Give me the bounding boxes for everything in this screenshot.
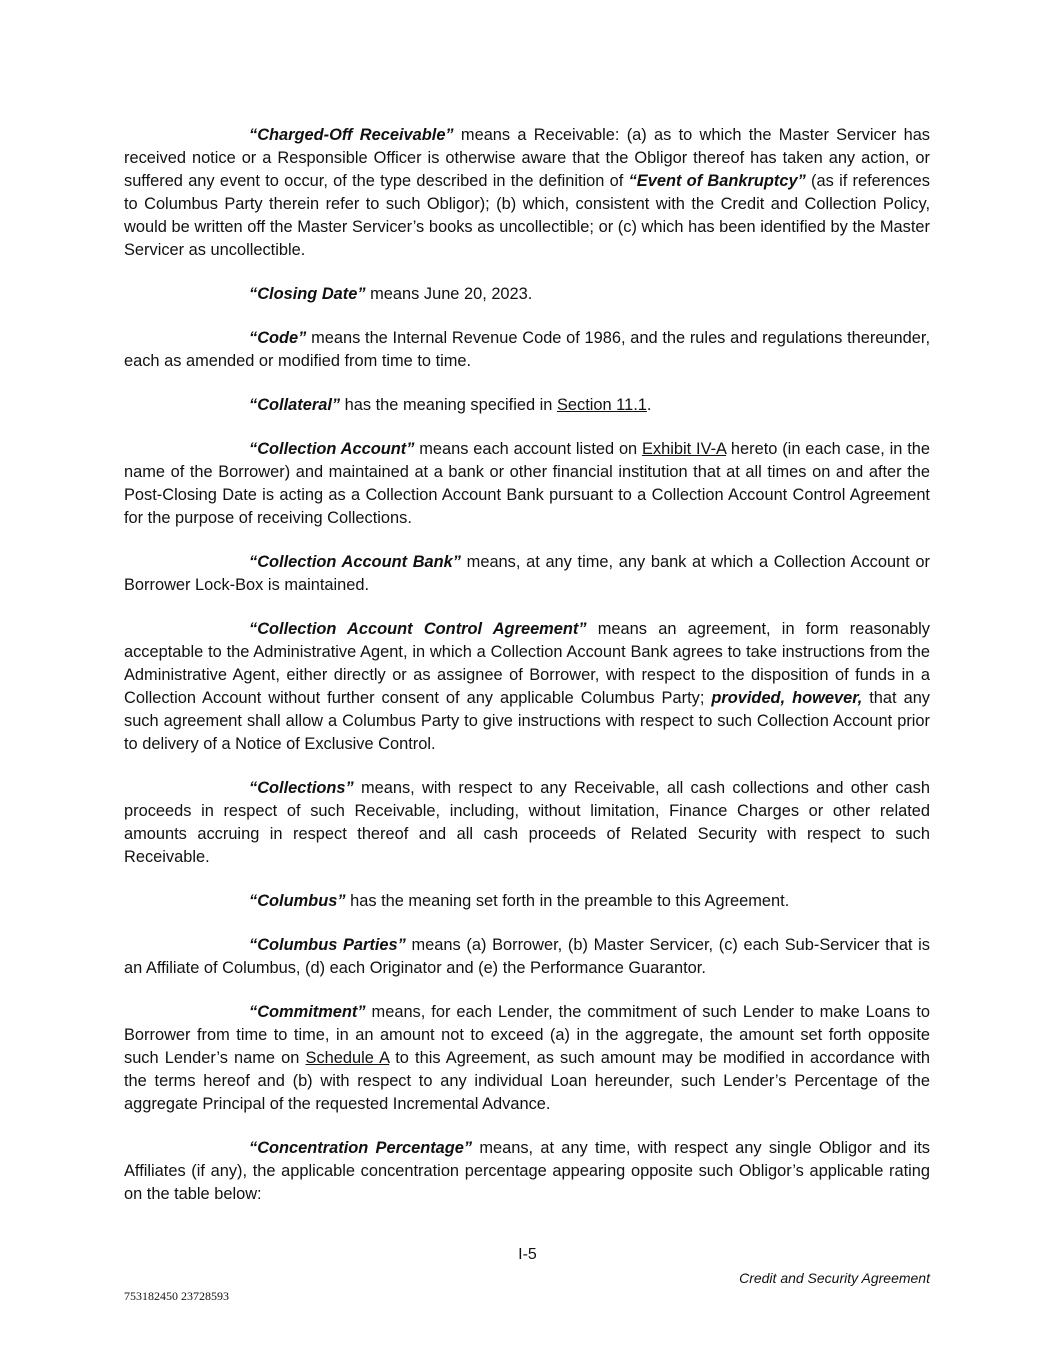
defined-term: “Columbus Parties”: [249, 936, 406, 954]
footer-document-title: Credit and Security Agreement: [739, 1270, 930, 1286]
defined-term: “Collections”: [249, 779, 354, 797]
exhibit-reference-link[interactable]: Exhibit IV-A: [642, 440, 727, 458]
definition-collateral: [124, 394, 930, 417]
defined-term: “Code”: [249, 329, 307, 347]
defined-term: “Collection Account”: [249, 440, 415, 458]
definition-text: means an agreement, in form reasonably acceptable to the Administrative Agent, in which a Collection Account Bank agrees to take instructions from the Administrative Agent, either directly or as assignee of Borrower, with respect to the disposition of funds in a Collection Account without further consent of any applicable Columbus Party;: [124, 620, 930, 707]
section-reference-link[interactable]: Section 11.1: [556, 396, 647, 414]
definition-text: means June 20, 2023.: [365, 285, 533, 303]
definition-collection-account-control-agreement: [124, 618, 930, 756]
definition-columbus: [124, 890, 930, 913]
definition-text: to this Agreement, as such amount may be modified in accordance with the terms hereof and (b) with respect to any individual Loan hereunder, such Lender’s Percentage of the aggregate Principal of the requested Incremental Advance.: [124, 1049, 930, 1113]
defined-term: “Concentration Percentage”: [249, 1139, 473, 1157]
definition-text: means (a) Borrower, (b) Master Servicer, (c) each Sub-Servicer that is an Affiliate of Columbus, (d) each Originator and (e) the Performance Guarantor.: [124, 936, 930, 977]
definition-collection-account-bank: [124, 551, 930, 597]
definition-text: (as if references to Columbus Party therein refer to such Obligor); (b) which, consistent with the Credit and Collection Policy, would be written off the Master Servicer’s books as uncollectible; or (c) which has been identified by the Master Servicer as uncollectible.: [124, 172, 930, 259]
document-body: [124, 124, 930, 1227]
schedule-reference-link[interactable]: Schedule A: [305, 1049, 390, 1067]
definition-text: has the meaning set forth in the preamble to this Agreement.: [345, 892, 790, 910]
definition-text: means the Internal Revenue Code of 1986, and the rules and regulations thereunder, each as amended or modified from time to time.: [124, 329, 930, 370]
defined-term-reference: “Event of Bankruptcy”: [628, 172, 806, 190]
defined-term: “Collection Account Bank”: [249, 553, 461, 571]
definition-charged-off-receivable: [124, 124, 930, 262]
definition-text: means each account listed on: [414, 440, 642, 458]
defined-term: “Columbus”: [249, 892, 346, 910]
document-id: 753182450 23728593: [124, 1289, 229, 1303]
definition-collection-account: [124, 438, 930, 530]
definition-text: that any such agreement shall allow a Columbus Party to give instructions with respect to such Collection Account prior to delivery of a Notice of Exclusive Control.: [124, 689, 930, 753]
defined-term: “Collection Account Control Agreement”: [249, 620, 587, 638]
defined-term: “Commitment”: [249, 1003, 366, 1021]
definition-code: [124, 327, 930, 373]
defined-term: “Closing Date”: [249, 285, 366, 303]
definition-closing-date: [124, 283, 930, 306]
definition-collections: [124, 777, 930, 869]
definition-text: means, at any time, any bank at which a Collection Account or Borrower Lock-Box is maintained.: [124, 553, 930, 594]
defined-term: “Collateral”: [249, 396, 341, 414]
definition-text: means a Receivable: (a) as to which the Master Servicer has received notice or a Responsible Officer is otherwise aware that the Obligor thereof has taken any action, or suffered any event to occur, of the type described in the definition of: [124, 126, 930, 190]
definition-text: means, with respect to any Receivable, all cash collections and other cash proceeds in respect of such Receivable, including, without limitation, Finance Charges or other related amounts accruing in respect thereof and all cash proceeds of Related Security with respect to such Receivable.: [124, 779, 930, 866]
page-number: I-5: [518, 1246, 537, 1263]
definition-text: .: [646, 396, 652, 414]
definition-text: means, at any time, with respect any single Obligor and its Affiliates (if any), the applicable concentration percentage appearing opposite such Obligor’s applicable rating on the table below:: [124, 1139, 930, 1203]
definition-commitment: [124, 1001, 930, 1116]
defined-term: “Charged-Off Receivable”: [249, 126, 454, 144]
definition-text: hereto (in each case, in the name of the Borrower) and maintained at a bank or other financial institution that at all times on and after the Post-Closing Date is acting as a Collection Account Bank pursuant to a Collection Account Control Agreement for the purpose of receiving Collections.: [124, 440, 930, 527]
proviso-emphasis: provided, however,: [711, 689, 863, 707]
definition-concentration-percentage: [124, 1137, 930, 1206]
definition-text: means, for each Lender, the commitment of such Lender to make Loans to Borrower from time to time, in an amount not to exceed (a) in the aggregate, the amount set forth opposite such Lender’s name on: [124, 1003, 930, 1067]
definition-columbus-parties: [124, 934, 930, 980]
definition-text: has the meaning specified in: [340, 396, 557, 414]
